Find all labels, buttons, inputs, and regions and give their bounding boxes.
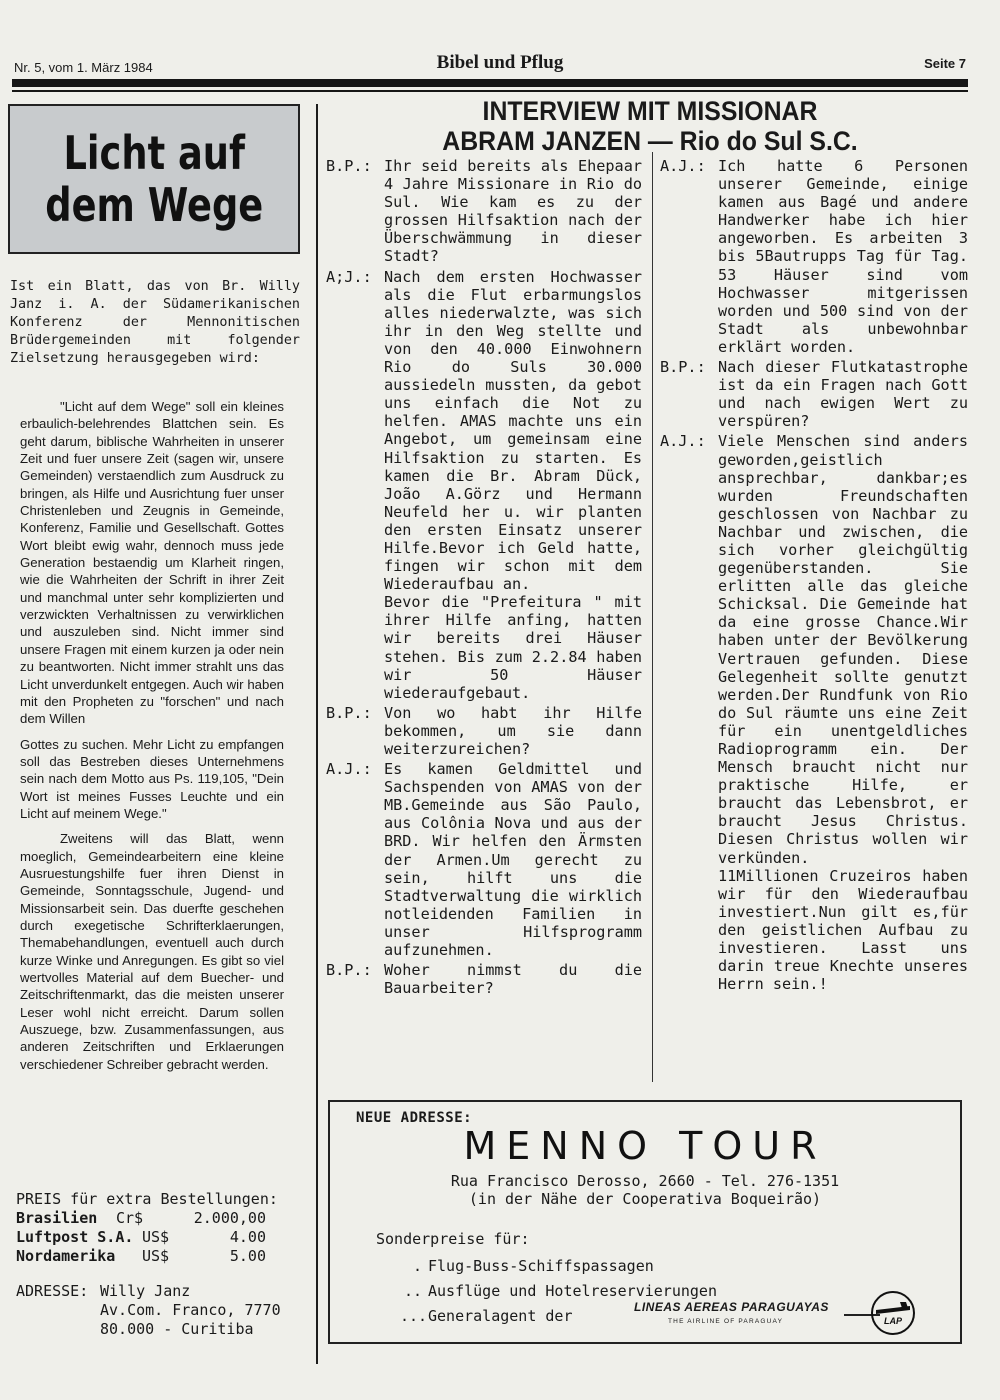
address-line: 80.000 - Curitiba — [100, 1320, 254, 1338]
speaker: B.P.: — [326, 157, 372, 175]
list-text: Ausflüge und Hotelreservierungen — [428, 1282, 717, 1300]
price-amount: 4.00 — [229, 1228, 266, 1246]
header-rule-thin — [12, 90, 968, 92]
entry-text: Viele Menschen sind anders geworden,geistlich ansprechbar, dankbar;es wurden Freundschaften geschlossen von Nachbar zu Nachbar und zwischen, die sich vorher gleichgültig gegenüberstanden. Sie erlitten alle das gleiche Schicksal. Die Gemeinde hat da eine grosse Chance.Wir haben unter der Bevölkerung Vertrauen gefunden. Diese Gelegenheit sollte genutzt werden.Der Rundfunk von Rio do Sul räumte uns eine Zeit für ein unentgeldliches Radioprogramm ein. Der Mensch braucht nicht nur praktische Hilfe, er braucht das Lebensbrot, er braucht Jesus Christus. Diesen Christus wollen wir verkünden. 11Millionen Cruzeiros haben wir für den Wiederaufbau investiert.Nun gilt es,für den geistlichen Aufbau zu investieren. Lasst uns darin treue Knechte unseres Herrn sein.! — [718, 432, 968, 994]
address-row — [16, 1301, 306, 1320]
price-row — [16, 1209, 306, 1228]
interview-column-divider — [652, 152, 653, 1082]
publication-title: Bibel und Pflug — [436, 52, 564, 73]
licht-title: Licht auf dem Wege — [45, 126, 263, 232]
entry-text: Es kamen Geldmittel und Sachspenden von AMAS von der MB.Gemeinde aus São Paulo, aus Colônia Nova und aus der BRD. Wir helfen den Ärmsten der Armen.Um gerecht zu sein, hilft uns die Stadtverwaltung die wirklich notleidenden Familien in unser Hilfsprogramm aufzunehmen. — [384, 760, 642, 960]
licht-auf-dem-wege-title-box — [8, 104, 300, 254]
ad-address-line-1: Rua Francisco Derosso, 2660 - Tel. 276-1351 — [450, 1172, 840, 1190]
interview-column-2 — [660, 157, 968, 993]
price-region: Brasilien — [16, 1209, 98, 1227]
list-bullet: . — [412, 1257, 422, 1275]
interview-entry — [326, 157, 642, 266]
price-currency: US$ — [142, 1247, 170, 1265]
interview-entry — [660, 358, 968, 430]
ad-company-name: MENNO TOUR — [463, 1124, 827, 1168]
interview-entry — [326, 760, 642, 959]
address-row — [16, 1320, 306, 1339]
address-line: Av.Com. Franco, 7770 — [100, 1301, 281, 1319]
speaker: A.J.: — [660, 157, 706, 175]
ad-subheading: Sonderpreise für: — [376, 1230, 530, 1248]
address-row — [16, 1282, 306, 1301]
airline-tagline: THE AIRLINE OF PARAGUAY — [668, 1318, 784, 1325]
ad-label: NEUE ADRESSE: — [356, 1110, 473, 1126]
quote-paragraph-1: "Licht auf dem Wege" soll ein kleines erbaulich-belehrendes Blattchen sein. Es geht darum, biblische Wahrheiten in unserer Zeit und fuer unsere Zeit (sagen wir, unsere Gemeinden) verstaendlich zum Ausdruck zu bringen, als Hilfe und Ausrichtung fuer unser Christenleben und Zeugnis in Gemeinde, Konferenz, Familie und Gesellschaft. Gottes Wort bleibt ewig wahr, dennoch muss jede Generation bestaendig um Klarheit ringen, wie die Wahrheiten der Schrift in ihrer Zeit und manchmal unter sehr komplizierten und verzwickten Verhaltnissen zu verwirklichen und auszuleben sind. Nicht immer sind unsere Fragen mit einem kurzen ja oder nein zu beantworten. Nicht immer strahlt uns das Licht unverdunkelt entgegen. Auch wir haben mit den Propheten zu "forschen" und nach dem Willen — [20, 399, 284, 727]
ad-address — [330, 1172, 960, 1208]
speaker: B.P.: — [660, 358, 706, 377]
interview-entry — [660, 432, 968, 993]
quote-paragraph-2: Gottes zu suchen. Mehr Licht zu empfangen soll das Bestreben dieses Unternehmens sein nach dem Motto aus Ps. 119,105, "Dein Wort ist meines Fusses Leuchte und ein Licht auf meinem Wege." — [20, 736, 284, 821]
price-block — [16, 1190, 306, 1266]
address-block — [16, 1282, 306, 1339]
price-region: Luftpost S.A. — [16, 1228, 134, 1246]
interview-entry — [326, 704, 642, 758]
lap-logo-icon — [870, 1290, 916, 1336]
lap-logo-text: LAP — [884, 1316, 902, 1326]
list-item — [400, 1254, 717, 1279]
interview-title — [330, 96, 970, 156]
interview-title-line-1: INTERVIEW MIT MISSIONAR — [482, 96, 818, 126]
price-currency: Cr$ — [116, 1209, 144, 1227]
price-amount: 2.000,00 — [193, 1209, 266, 1227]
list-bullet: ... — [400, 1307, 428, 1325]
intro-paragraph: Ist ein Blatt, das von Br. Willy Janz i. A. der Südamerikanischen Konferenz der Mennonitischen Brüdergemeinden mit folgender Zielsetzung herausgegeben wird: — [10, 279, 300, 366]
price-heading: PREIS für extra Bestellungen: — [16, 1190, 278, 1208]
price-row — [16, 1228, 306, 1247]
issue-date: Nr. 5, vom 1. März 1984 — [14, 60, 153, 75]
page-number: Seite 7 — [924, 56, 966, 71]
interview-entry — [660, 157, 968, 356]
entry-text: Von wo habt ihr Hilfe bekommen, um sie dann weiterzureichen? — [384, 703, 642, 758]
ad-address-line-2: (in der Nähe der Cooperativa Boqueirão) — [468, 1190, 822, 1208]
price-region: Nordamerika — [16, 1247, 116, 1265]
entry-text: Ich hatte 6 Personen unserer Gemeinde, einige kamen aus Bagé und andere Handwerker habe ich hier angeworben. Es arbeiten 3 bis 5Bautrupps Tag für Tag. 53 Häuser sind vom Hochwasser mitgerissen worden und 500 sind von der Stadt als unbewohnbar erklärt worden. — [718, 157, 968, 356]
entry-text: Woher nimmst du die Bauarbeiter? — [384, 961, 642, 998]
menno-tour-ad — [328, 1100, 962, 1344]
entry-text: Ihr seid bereits als Ehepaar 4 Jahre Missionare in Rio do Sul. Wie kam es zu der grossen Hilfsaktion nach der Überschwämmung in dieser Stadt? — [384, 157, 642, 266]
quote-block — [20, 398, 284, 1081]
entry-text: Nach dem ersten Hochwasser als die Flut erbarmungslos alles niederwalzte, was sich ihr in den Weg stellte und von den 40.000 Einwohnern Rio do Suls 30.000 aussiedeln mussten, da gebot uns einfach die Not zu helfen. AMAS machte uns ein Angebot, um gemeinsam eine Hilfsaktion zu starten. Es kamen die Br. Abram Dück, João A.Görz und Hermann Neufeld her u. wir planten den ersten Einsatz unserer Hilfe.Bevor ich Geld hatte, fingen wir schon mit dem Wiederaufbau an. Bevor die "Prefeitura " mit ihrer Hilfe anfing, hatten wir bereits drei Häuser stehen. Bis zum 2.2.84 haben wir 50 Häuser wiederaufgebaut. — [384, 267, 642, 702]
entry-text: Nach dieser Flutkatastrophe ist da ein Fragen nach Gott und nach ewigen Wert zu verspüren? — [718, 358, 968, 431]
header-rule-thick — [12, 79, 968, 87]
interview-title-line-2: ABRAM JANZEN — Rio do Sul S.C. — [442, 126, 858, 156]
address-label: ADRESSE: — [16, 1282, 89, 1300]
price-currency: US$ — [142, 1228, 170, 1246]
speaker: B.P.: — [326, 961, 372, 980]
interview-entry — [326, 961, 642, 997]
list-text: Generalagent der — [428, 1307, 573, 1325]
quote-paragraph-3: Zweitens will das Blatt, wenn moeglich, Gemeindearbeitern eine kleine Ausruestungshilfe fuer ihren Dienst in Gemeinde, Sonntagsschule, Jugend- und Missionsarbeit sein. Das duerfte geschehen durch exegetische Schrifterklaerungen, Themabehandlungen, eventuell auch durch kurze Winke und Anregungen. Es gibt so viel wertvolles Material auf dem Buecher- und Zeitschriftenmarkt, das die meisten unserer Leser wohl nicht erreicht. Darum sollen Auszuege, bzw. Zusammenfassungen, aus anderen Zeitschriften und Erklaerungen verschiedener Schreiber gebracht werden. — [20, 831, 284, 1072]
airline-name: LINEAS AEREAS PARAGUAYAS — [634, 1300, 829, 1314]
speaker: A;J.: — [326, 267, 372, 286]
speaker: A.J.: — [660, 432, 706, 451]
price-row — [16, 1247, 306, 1266]
list-bullet: .. — [403, 1282, 422, 1300]
speaker: B.P.: — [326, 703, 372, 722]
list-text: Flug-Buss-Schiffspassagen — [428, 1257, 654, 1275]
price-amount: 5.00 — [229, 1247, 266, 1265]
interview-entry — [326, 268, 642, 702]
interview-column-1 — [326, 157, 642, 997]
column-divider — [316, 104, 318, 1364]
speaker: A.J.: — [326, 760, 372, 779]
address-line: Willy Janz — [100, 1282, 191, 1300]
